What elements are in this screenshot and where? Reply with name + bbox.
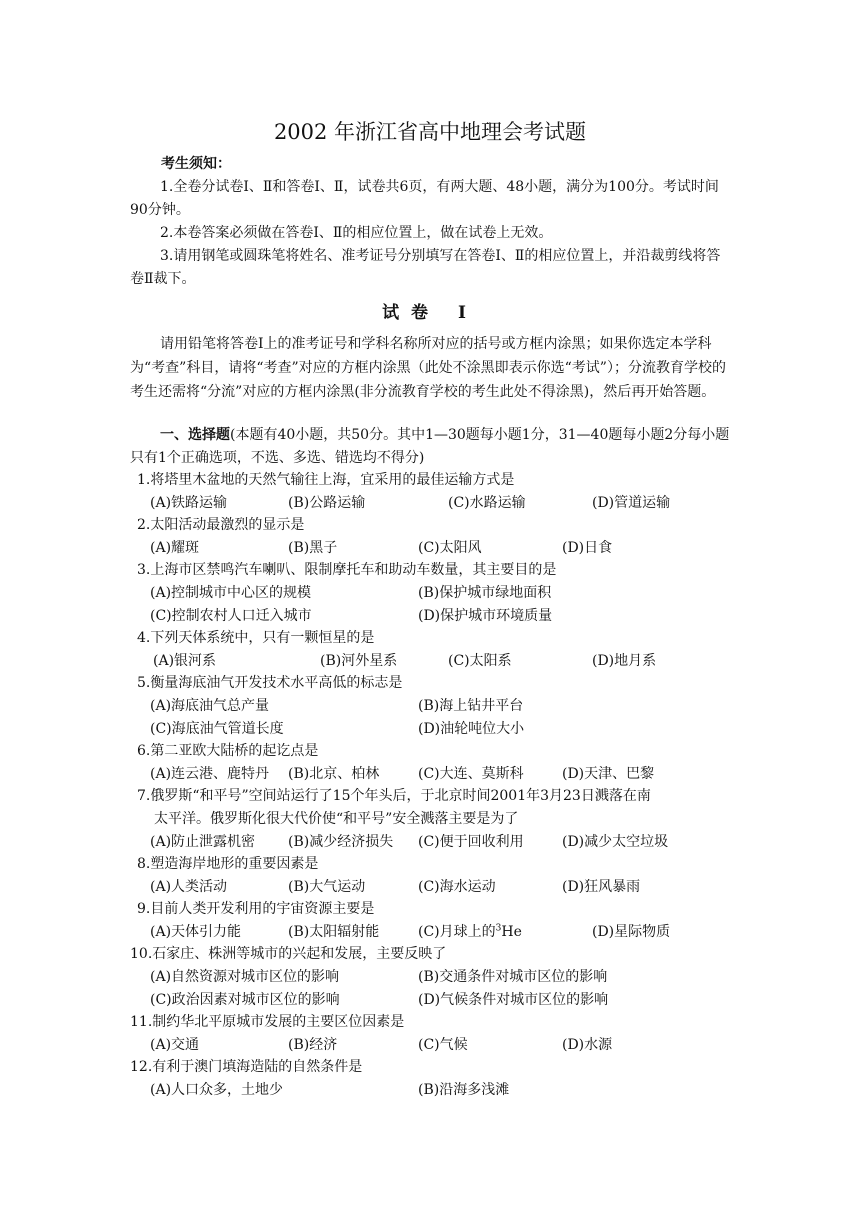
q9-option-d: (D)星际物质 bbox=[592, 924, 671, 940]
q6-option-d: (D)天津、巴黎 bbox=[562, 766, 655, 782]
q4-option-d: (D)地月系 bbox=[592, 653, 657, 669]
q7-option-b: (B)减少经济损失 bbox=[288, 834, 394, 850]
notice-item-2 bbox=[130, 222, 730, 245]
q7-option-a: (A)防止泄露机密 bbox=[150, 834, 256, 850]
intro-paragraph bbox=[130, 332, 730, 404]
question-1-stem: 1.将塔里木盆地的天然气输往上海，宜采用的最佳运输方式是 bbox=[137, 472, 515, 488]
q8-option-c: (C)海水运动 bbox=[418, 879, 496, 895]
q7-option-c: (C)便于回收利用 bbox=[418, 834, 524, 850]
q9-option-b: (B)太阳辐射能 bbox=[288, 924, 380, 940]
q3-option-c: (C)控制农村人口迁入城市 bbox=[150, 608, 312, 624]
question-8-stem: 8.塑造海岸地形的重要因素是 bbox=[137, 856, 319, 872]
question-3-stem: 3.上海市区禁鸣汽车喇叭、限制摩托车和助动车数量，其主要目的是 bbox=[137, 562, 557, 578]
q11-option-b: (B)经济 bbox=[288, 1037, 338, 1053]
q9-option-c bbox=[418, 921, 522, 941]
q3-option-d: (D)保护城市环境质量 bbox=[418, 608, 553, 624]
q11-option-a: (A)交通 bbox=[150, 1037, 200, 1053]
q6-option-a: (A)连云港、鹿特丹 bbox=[150, 766, 270, 782]
q10-option-b: (B)交通条件对城市区位的影响 bbox=[418, 969, 608, 985]
part1-description: (本题有40小题，共50分。其中1—30题每小题1分，31—40题每小题2分每小题只有1个正确选项，不选、多选、错选均不得分) bbox=[130, 427, 730, 466]
q10-option-c: (C)政治因素对城市区位的影响 bbox=[150, 992, 340, 1008]
notice-heading: 考生须知： bbox=[161, 156, 231, 172]
q3-option-b: (B)保护城市绿地面积 bbox=[418, 585, 552, 601]
q11-option-c: (C)气候 bbox=[418, 1037, 468, 1053]
question-2-stem: 2.太阳活动最激烈的显示是 bbox=[137, 517, 305, 533]
q2-option-d: (D)日食 bbox=[562, 540, 613, 556]
q3-option-a: (A)控制城市中心区的规模 bbox=[150, 585, 312, 601]
q12-option-a: (A)人口众多，土地少 bbox=[150, 1082, 284, 1098]
section-title: 试卷 Ⅰ bbox=[382, 303, 478, 323]
q10-option-a: (A)自然资源对城市区位的影响 bbox=[150, 969, 340, 985]
q8-option-d: (D)狂风暴雨 bbox=[562, 879, 641, 895]
notice-item-3-text: 3.请用钢笔或圆珠笔将姓名、准考证号分别填写在答卷Ⅰ、Ⅱ的相应位置上，并沿裁剪线将答卷Ⅱ裁下。 bbox=[130, 248, 721, 287]
q5-option-b: (B)海上钻井平台 bbox=[418, 698, 524, 714]
q1-option-d: (D)管道运输 bbox=[592, 495, 671, 511]
q2-option-b: (B)黑子 bbox=[288, 540, 338, 556]
q12-option-b: (B)沿海多浅滩 bbox=[418, 1082, 510, 1098]
question-5-stem: 5.衡量海底油气开发技术水平高低的标志是 bbox=[137, 675, 403, 691]
question-10-stem: 10.石家庄、株洲等城市的兴起和发展，主要反映了 bbox=[130, 946, 447, 962]
question-4-stem: 4.下列天体系统中，只有一颗恒星的是 bbox=[137, 630, 375, 646]
q4-option-b: (B)河外星系 bbox=[320, 653, 398, 669]
q2-option-c: (C)太阳风 bbox=[418, 540, 482, 556]
question-7-stem: 7.俄罗斯“和平号”空间站运行了15个年头后，于北京时间2001年3月23日溅落在南 bbox=[137, 788, 651, 804]
q9-isotope-symbol: He bbox=[501, 924, 522, 940]
q5-option-a: (A)海底油气总产量 bbox=[150, 698, 270, 714]
q4-option-c: (C)太阳系 bbox=[448, 653, 512, 669]
q5-option-c: (C)海底油气管道长度 bbox=[150, 721, 284, 737]
q10-option-d: (D)气候条件对城市区位的影响 bbox=[418, 992, 609, 1008]
q9-isotope-mass: 3 bbox=[495, 923, 502, 934]
q4-option-a: (A)银河系 bbox=[153, 653, 217, 669]
part1-header bbox=[130, 424, 730, 470]
notice-item-3 bbox=[130, 245, 730, 291]
q1-option-c: (C)水路运输 bbox=[448, 495, 526, 511]
question-9-stem: 9.目前人类开发利用的宇宙资源主要是 bbox=[137, 901, 375, 917]
notice-item-1 bbox=[130, 176, 730, 222]
question-12-stem: 12.有利于澳门填海造陆的自然条件是 bbox=[130, 1059, 363, 1075]
q1-option-b: (B)公路运输 bbox=[288, 495, 366, 511]
q8-option-a: (A)人类活动 bbox=[150, 879, 228, 895]
q7-option-d: (D)减少太空垃圾 bbox=[562, 834, 669, 850]
q6-option-b: (B)北京、柏林 bbox=[288, 766, 380, 782]
part1-label: 一、选择题 bbox=[160, 427, 230, 443]
notice-item-2-text: 2.本卷答案必须做在答卷Ⅰ、Ⅱ的相应位置上，做在试卷上无效。 bbox=[160, 225, 553, 241]
q11-option-d: (D)水源 bbox=[562, 1037, 613, 1053]
question-6-stem: 6.第二亚欧大陆桥的起讫点是 bbox=[137, 743, 319, 759]
q6-option-c: (C)大连、莫斯科 bbox=[418, 766, 524, 782]
notice-item-1-text: 1.全卷分试卷Ⅰ、Ⅱ和答卷Ⅰ、Ⅱ，试卷共6页，有两大题、48小题，满分为100分。考试时间90分钟。 bbox=[130, 179, 719, 218]
page-title: 2002 年浙江省高中地理会考试题 bbox=[273, 120, 587, 144]
q5-option-d: (D)油轮吨位大小 bbox=[418, 721, 525, 737]
q9-option-a: (A)天体引力能 bbox=[150, 924, 242, 940]
q1-option-a: (A)铁路运输 bbox=[150, 495, 228, 511]
question-7-stem-cont: 太平洋。俄罗斯化很大代价使“和平号”安全溅落主要是为了 bbox=[154, 811, 519, 827]
q9-option-c-text: (C)月球上的 bbox=[418, 924, 496, 940]
question-11-stem: 11.制约华北平原城市发展的主要区位因素是 bbox=[130, 1014, 405, 1030]
q2-option-a: (A)耀斑 bbox=[150, 540, 200, 556]
q8-option-b: (B)大气运动 bbox=[288, 879, 366, 895]
intro-text: 请用铅笔将答卷Ⅰ上的准考证号和学科名称所对应的括号或方框内涂黑；如果你选定本学科为“考查”科目，请将“考查”对应的方框内涂黑（此处不涂黑即表示你选“考试”）；分流教育学校的考生还需将“分流”对应的方框内涂黑(非分流教育学校的考生此处不得涂黑)，然后再开始答题。 bbox=[130, 336, 726, 400]
